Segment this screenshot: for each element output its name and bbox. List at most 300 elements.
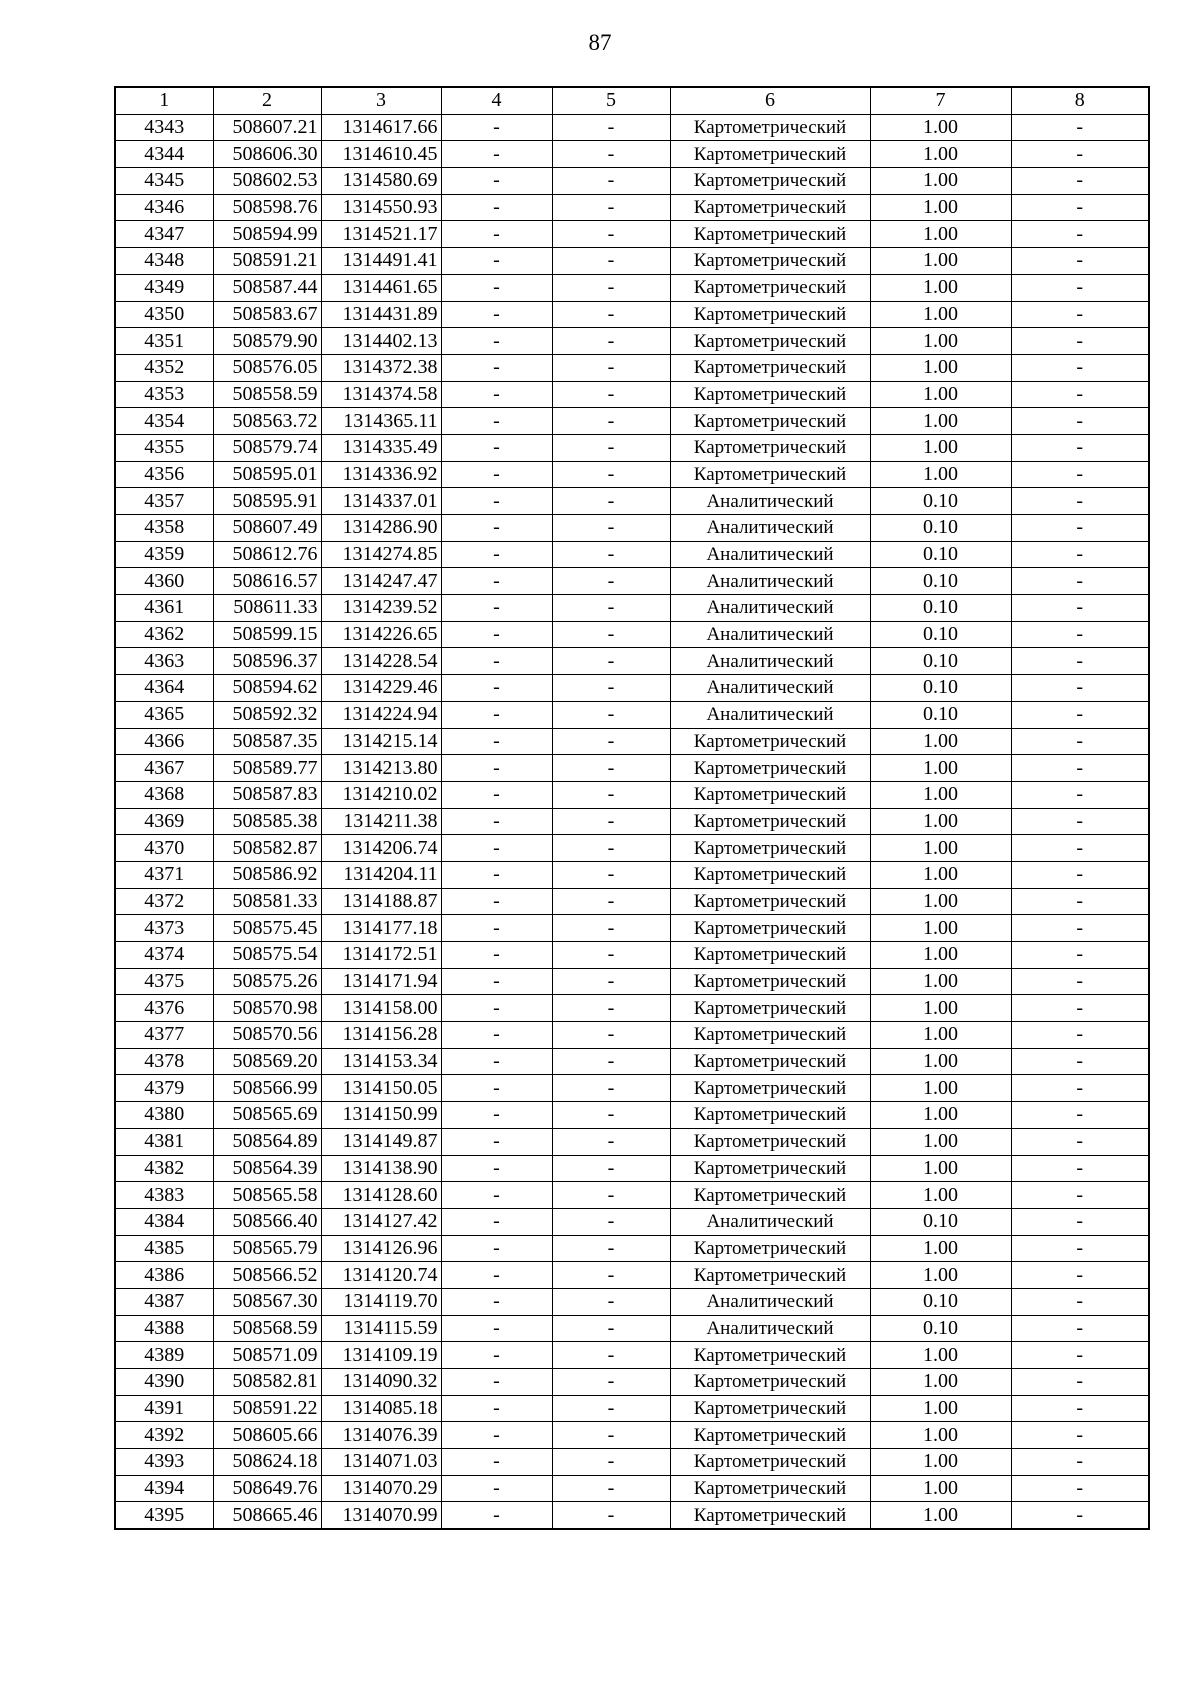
accuracy-cell: 0.10 [870, 675, 1011, 702]
point-number-cell: 4391 [115, 1395, 213, 1422]
column-header: 7 [870, 87, 1011, 114]
method-cell: Картометрический [670, 194, 870, 221]
method-cell: Аналитический [670, 488, 870, 515]
x-coordinate-cell: 508599.15 [213, 621, 321, 648]
table-body [115, 114, 1149, 1529]
col5-cell: - [552, 328, 670, 355]
coordinates-table [114, 86, 1150, 1530]
col5-cell: - [552, 1342, 670, 1369]
col5-cell: - [552, 995, 670, 1022]
col8-cell: - [1011, 1342, 1149, 1369]
x-coordinate-cell: 508594.62 [213, 675, 321, 702]
method-cell: Картометрический [670, 755, 870, 782]
accuracy-cell: 0.10 [870, 595, 1011, 622]
method-cell: Картометрический [670, 1262, 870, 1289]
y-coordinate-cell: 1314239.52 [321, 595, 441, 622]
table-row [115, 755, 1149, 782]
col8-cell: - [1011, 1449, 1149, 1476]
accuracy-cell: 0.10 [870, 621, 1011, 648]
x-coordinate-cell: 508564.39 [213, 1155, 321, 1182]
accuracy-cell: 0.10 [870, 488, 1011, 515]
point-number-cell: 4373 [115, 915, 213, 942]
col4-cell: - [441, 1422, 552, 1449]
col8-cell: - [1011, 728, 1149, 755]
point-number-cell: 4354 [115, 408, 213, 435]
x-coordinate-cell: 508583.67 [213, 301, 321, 328]
table-header-row [115, 87, 1149, 114]
col5-cell: - [552, 488, 670, 515]
col4-cell: - [441, 995, 552, 1022]
col8-cell: - [1011, 648, 1149, 675]
table-row [115, 1128, 1149, 1155]
table-row [115, 675, 1149, 702]
col5-cell: - [552, 728, 670, 755]
point-number-cell: 4383 [115, 1182, 213, 1209]
y-coordinate-cell: 1314085.18 [321, 1395, 441, 1422]
point-number-cell: 4381 [115, 1128, 213, 1155]
table-row [115, 274, 1149, 301]
col8-cell: - [1011, 461, 1149, 488]
col8-cell: - [1011, 1475, 1149, 1502]
y-coordinate-cell: 1314335.49 [321, 434, 441, 461]
point-number-cell: 4352 [115, 354, 213, 381]
point-number-cell: 4368 [115, 781, 213, 808]
y-coordinate-cell: 1314126.96 [321, 1235, 441, 1262]
y-coordinate-cell: 1314337.01 [321, 488, 441, 515]
x-coordinate-cell: 508579.90 [213, 328, 321, 355]
col4-cell: - [441, 808, 552, 835]
col4-cell: - [441, 648, 552, 675]
col5-cell: - [552, 595, 670, 622]
accuracy-cell: 1.00 [870, 728, 1011, 755]
y-coordinate-cell: 1314171.94 [321, 968, 441, 995]
col4-cell: - [441, 781, 552, 808]
point-number-cell: 4365 [115, 701, 213, 728]
x-coordinate-cell: 508587.44 [213, 274, 321, 301]
col4-cell: - [441, 621, 552, 648]
col5-cell: - [552, 381, 670, 408]
col8-cell: - [1011, 1502, 1149, 1529]
col4-cell: - [441, 675, 552, 702]
method-cell: Картометрический [670, 1449, 870, 1476]
accuracy-cell: 1.00 [870, 808, 1011, 835]
accuracy-cell: 1.00 [870, 1048, 1011, 1075]
accuracy-cell: 0.10 [870, 648, 1011, 675]
table-row [115, 1235, 1149, 1262]
method-cell: Картометрический [670, 1102, 870, 1129]
y-coordinate-cell: 1314119.70 [321, 1288, 441, 1315]
accuracy-cell: 1.00 [870, 1235, 1011, 1262]
accuracy-cell: 1.00 [870, 1502, 1011, 1529]
point-number-cell: 4353 [115, 381, 213, 408]
table-row [115, 1048, 1149, 1075]
col4-cell: - [441, 301, 552, 328]
method-cell: Картометрический [670, 835, 870, 862]
table-row [115, 648, 1149, 675]
column-header: 1 [115, 87, 213, 114]
y-coordinate-cell: 1314206.74 [321, 835, 441, 862]
table-row [115, 168, 1149, 195]
method-cell: Картометрический [670, 141, 870, 168]
col8-cell: - [1011, 194, 1149, 221]
col8-cell: - [1011, 701, 1149, 728]
accuracy-cell: 1.00 [870, 301, 1011, 328]
y-coordinate-cell: 1314617.66 [321, 114, 441, 141]
col5-cell: - [552, 808, 670, 835]
method-cell: Аналитический [670, 1315, 870, 1342]
method-cell: Картометрический [670, 861, 870, 888]
col8-cell: - [1011, 541, 1149, 568]
col5-cell: - [552, 1022, 670, 1049]
method-cell: Картометрический [670, 328, 870, 355]
y-coordinate-cell: 1314090.32 [321, 1369, 441, 1396]
y-coordinate-cell: 1314150.05 [321, 1075, 441, 1102]
column-header: 5 [552, 87, 670, 114]
col5-cell: - [552, 301, 670, 328]
y-coordinate-cell: 1314274.85 [321, 541, 441, 568]
point-number-cell: 4392 [115, 1422, 213, 1449]
x-coordinate-cell: 508589.77 [213, 755, 321, 782]
table-row [115, 114, 1149, 141]
col5-cell: - [552, 408, 670, 435]
col5-cell: - [552, 168, 670, 195]
y-coordinate-cell: 1314071.03 [321, 1449, 441, 1476]
method-cell: Картометрический [670, 1048, 870, 1075]
col8-cell: - [1011, 1315, 1149, 1342]
x-coordinate-cell: 508605.66 [213, 1422, 321, 1449]
accuracy-cell: 1.00 [870, 1422, 1011, 1449]
x-coordinate-cell: 508586.92 [213, 861, 321, 888]
table-row [115, 1342, 1149, 1369]
accuracy-cell: 1.00 [870, 1395, 1011, 1422]
table-row [115, 835, 1149, 862]
col8-cell: - [1011, 1075, 1149, 1102]
column-header: 4 [441, 87, 552, 114]
table-row [115, 995, 1149, 1022]
table-row [115, 595, 1149, 622]
col5-cell: - [552, 1475, 670, 1502]
col8-cell: - [1011, 1395, 1149, 1422]
x-coordinate-cell: 508585.38 [213, 808, 321, 835]
col8-cell: - [1011, 1128, 1149, 1155]
y-coordinate-cell: 1314336.92 [321, 461, 441, 488]
col8-cell: - [1011, 1208, 1149, 1235]
accuracy-cell: 1.00 [870, 434, 1011, 461]
col4-cell: - [441, 1235, 552, 1262]
method-cell: Картометрический [670, 1475, 870, 1502]
y-coordinate-cell: 1314229.46 [321, 675, 441, 702]
col5-cell: - [552, 888, 670, 915]
method-cell: Картометрический [670, 888, 870, 915]
method-cell: Картометрический [670, 995, 870, 1022]
point-number-cell: 4372 [115, 888, 213, 915]
point-number-cell: 4395 [115, 1502, 213, 1529]
col5-cell: - [552, 461, 670, 488]
x-coordinate-cell: 508607.49 [213, 515, 321, 542]
col8-cell: - [1011, 1369, 1149, 1396]
method-cell: Картометрический [670, 1369, 870, 1396]
col5-cell: - [552, 1182, 670, 1209]
col8-cell: - [1011, 168, 1149, 195]
col8-cell: - [1011, 114, 1149, 141]
col5-cell: - [552, 434, 670, 461]
x-coordinate-cell: 508575.26 [213, 968, 321, 995]
point-number-cell: 4344 [115, 141, 213, 168]
method-cell: Картометрический [670, 1075, 870, 1102]
point-number-cell: 4369 [115, 808, 213, 835]
col8-cell: - [1011, 248, 1149, 275]
point-number-cell: 4385 [115, 1235, 213, 1262]
accuracy-cell: 1.00 [870, 1182, 1011, 1209]
col4-cell: - [441, 1208, 552, 1235]
y-coordinate-cell: 1314204.11 [321, 861, 441, 888]
col8-cell: - [1011, 381, 1149, 408]
col5-cell: - [552, 1235, 670, 1262]
point-number-cell: 4387 [115, 1288, 213, 1315]
point-number-cell: 4366 [115, 728, 213, 755]
method-cell: Картометрический [670, 968, 870, 995]
col8-cell: - [1011, 781, 1149, 808]
x-coordinate-cell: 508564.89 [213, 1128, 321, 1155]
col4-cell: - [441, 1102, 552, 1129]
point-number-cell: 4390 [115, 1369, 213, 1396]
method-cell: Картометрический [670, 1182, 870, 1209]
method-cell: Аналитический [670, 701, 870, 728]
table-row [115, 888, 1149, 915]
x-coordinate-cell: 508571.09 [213, 1342, 321, 1369]
x-coordinate-cell: 508591.22 [213, 1395, 321, 1422]
point-number-cell: 4346 [115, 194, 213, 221]
y-coordinate-cell: 1314372.38 [321, 354, 441, 381]
table-row [115, 461, 1149, 488]
col4-cell: - [441, 728, 552, 755]
col4-cell: - [441, 541, 552, 568]
table-row [115, 541, 1149, 568]
col4-cell: - [441, 915, 552, 942]
y-coordinate-cell: 1314247.47 [321, 568, 441, 595]
point-number-cell: 4388 [115, 1315, 213, 1342]
accuracy-cell: 1.00 [870, 995, 1011, 1022]
table-row [115, 328, 1149, 355]
accuracy-cell: 1.00 [870, 915, 1011, 942]
col4-cell: - [441, 248, 552, 275]
x-coordinate-cell: 508581.33 [213, 888, 321, 915]
col5-cell: - [552, 248, 670, 275]
accuracy-cell: 1.00 [870, 1102, 1011, 1129]
col8-cell: - [1011, 808, 1149, 835]
table-row [115, 194, 1149, 221]
method-cell: Аналитический [670, 515, 870, 542]
table-row [115, 1288, 1149, 1315]
accuracy-cell: 1.00 [870, 1022, 1011, 1049]
col8-cell: - [1011, 1288, 1149, 1315]
table-row [115, 1262, 1149, 1289]
table-row [115, 515, 1149, 542]
col5-cell: - [552, 621, 670, 648]
col8-cell: - [1011, 1422, 1149, 1449]
method-cell: Картометрический [670, 274, 870, 301]
method-cell: Картометрический [670, 1155, 870, 1182]
y-coordinate-cell: 1314402.13 [321, 328, 441, 355]
col4-cell: - [441, 1342, 552, 1369]
col8-cell: - [1011, 595, 1149, 622]
method-cell: Картометрический [670, 1502, 870, 1529]
point-number-cell: 4363 [115, 648, 213, 675]
point-number-cell: 4374 [115, 942, 213, 969]
point-number-cell: 4386 [115, 1262, 213, 1289]
col8-cell: - [1011, 221, 1149, 248]
col8-cell: - [1011, 1022, 1149, 1049]
col8-cell: - [1011, 675, 1149, 702]
x-coordinate-cell: 508587.83 [213, 781, 321, 808]
col8-cell: - [1011, 1262, 1149, 1289]
point-number-cell: 4378 [115, 1048, 213, 1075]
y-coordinate-cell: 1314610.45 [321, 141, 441, 168]
col4-cell: - [441, 1288, 552, 1315]
y-coordinate-cell: 1314128.60 [321, 1182, 441, 1209]
col4-cell: - [441, 515, 552, 542]
col8-cell: - [1011, 995, 1149, 1022]
table-row [115, 1182, 1149, 1209]
point-number-cell: 4377 [115, 1022, 213, 1049]
table-row [115, 1208, 1149, 1235]
table-row [115, 861, 1149, 888]
point-number-cell: 4384 [115, 1208, 213, 1235]
accuracy-cell: 1.00 [870, 141, 1011, 168]
x-coordinate-cell: 508616.57 [213, 568, 321, 595]
col5-cell: - [552, 1075, 670, 1102]
accuracy-cell: 1.00 [870, 248, 1011, 275]
method-cell: Аналитический [670, 621, 870, 648]
table-row [115, 915, 1149, 942]
method-cell: Аналитический [670, 595, 870, 622]
y-coordinate-cell: 1314374.58 [321, 381, 441, 408]
table-row [115, 1102, 1149, 1129]
col5-cell: - [552, 915, 670, 942]
table-row [115, 701, 1149, 728]
col8-cell: - [1011, 1048, 1149, 1075]
accuracy-cell: 1.00 [870, 354, 1011, 381]
x-coordinate-cell: 508570.56 [213, 1022, 321, 1049]
y-coordinate-cell: 1314213.80 [321, 755, 441, 782]
table-row [115, 488, 1149, 515]
table-row [115, 1502, 1149, 1529]
point-number-cell: 4362 [115, 621, 213, 648]
col8-cell: - [1011, 835, 1149, 862]
point-number-cell: 4382 [115, 1155, 213, 1182]
y-coordinate-cell: 1314158.00 [321, 995, 441, 1022]
col4-cell: - [441, 1128, 552, 1155]
x-coordinate-cell: 508569.20 [213, 1048, 321, 1075]
accuracy-cell: 0.10 [870, 515, 1011, 542]
method-cell: Картометрический [670, 221, 870, 248]
accuracy-cell: 1.00 [870, 835, 1011, 862]
point-number-cell: 4356 [115, 461, 213, 488]
method-cell: Картометрический [670, 168, 870, 195]
table-row [115, 141, 1149, 168]
method-cell: Картометрический [670, 408, 870, 435]
col5-cell: - [552, 755, 670, 782]
col5-cell: - [552, 1369, 670, 1396]
point-number-cell: 4345 [115, 168, 213, 195]
table-row [115, 728, 1149, 755]
col8-cell: - [1011, 942, 1149, 969]
point-number-cell: 4361 [115, 595, 213, 622]
col5-cell: - [552, 701, 670, 728]
col5-cell: - [552, 835, 670, 862]
y-coordinate-cell: 1314153.34 [321, 1048, 441, 1075]
column-header: 8 [1011, 87, 1149, 114]
accuracy-cell: 0.10 [870, 1208, 1011, 1235]
accuracy-cell: 1.00 [870, 328, 1011, 355]
col4-cell: - [441, 1502, 552, 1529]
point-number-cell: 4358 [115, 515, 213, 542]
col5-cell: - [552, 1208, 670, 1235]
col4-cell: - [441, 1475, 552, 1502]
col5-cell: - [552, 1502, 670, 1529]
col4-cell: - [441, 194, 552, 221]
col5-cell: - [552, 1262, 670, 1289]
x-coordinate-cell: 508611.33 [213, 595, 321, 622]
method-cell: Картометрический [670, 915, 870, 942]
method-cell: Аналитический [670, 1208, 870, 1235]
accuracy-cell: 1.00 [870, 194, 1011, 221]
x-coordinate-cell: 508570.98 [213, 995, 321, 1022]
col8-cell: - [1011, 354, 1149, 381]
x-coordinate-cell: 508558.59 [213, 381, 321, 408]
table-row [115, 1422, 1149, 1449]
col8-cell: - [1011, 968, 1149, 995]
accuracy-cell: 1.00 [870, 755, 1011, 782]
table-row [115, 781, 1149, 808]
x-coordinate-cell: 508566.40 [213, 1208, 321, 1235]
y-coordinate-cell: 1314070.99 [321, 1502, 441, 1529]
method-cell: Аналитический [670, 568, 870, 595]
point-number-cell: 4379 [115, 1075, 213, 1102]
column-header: 6 [670, 87, 870, 114]
method-cell: Картометрический [670, 1422, 870, 1449]
col4-cell: - [441, 408, 552, 435]
point-number-cell: 4364 [115, 675, 213, 702]
col4-cell: - [441, 354, 552, 381]
col5-cell: - [552, 1128, 670, 1155]
point-number-cell: 4380 [115, 1102, 213, 1129]
col5-cell: - [552, 1155, 670, 1182]
x-coordinate-cell: 508567.30 [213, 1288, 321, 1315]
x-coordinate-cell: 508665.46 [213, 1502, 321, 1529]
col5-cell: - [552, 1449, 670, 1476]
y-coordinate-cell: 1314070.29 [321, 1475, 441, 1502]
col8-cell: - [1011, 755, 1149, 782]
col4-cell: - [441, 595, 552, 622]
point-number-cell: 4349 [115, 274, 213, 301]
method-cell: Картометрический [670, 301, 870, 328]
accuracy-cell: 1.00 [870, 114, 1011, 141]
x-coordinate-cell: 508566.52 [213, 1262, 321, 1289]
accuracy-cell: 1.00 [870, 381, 1011, 408]
table-row [115, 1475, 1149, 1502]
method-cell: Картометрический [670, 114, 870, 141]
y-coordinate-cell: 1314115.59 [321, 1315, 441, 1342]
col8-cell: - [1011, 915, 1149, 942]
y-coordinate-cell: 1314550.93 [321, 194, 441, 221]
y-coordinate-cell: 1314215.14 [321, 728, 441, 755]
method-cell: Картометрический [670, 248, 870, 275]
point-number-cell: 4347 [115, 221, 213, 248]
col4-cell: - [441, 1155, 552, 1182]
col5-cell: - [552, 675, 670, 702]
x-coordinate-cell: 508598.76 [213, 194, 321, 221]
